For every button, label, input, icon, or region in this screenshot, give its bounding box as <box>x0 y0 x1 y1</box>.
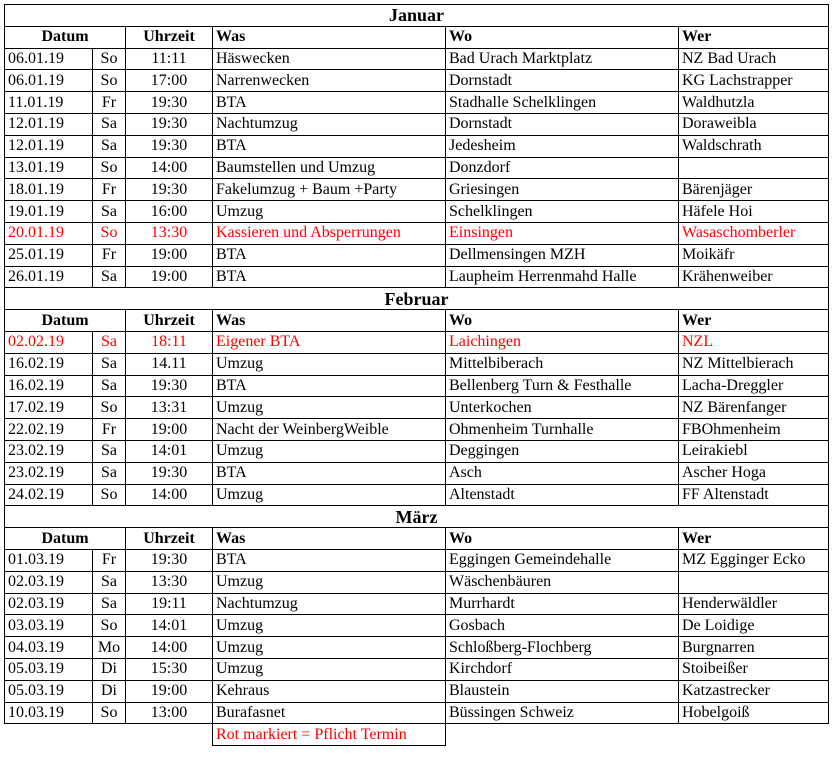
cell-wo: Donzdorf <box>446 157 679 179</box>
cell-date: 23.02.19 <box>5 462 93 484</box>
cell-day: So <box>93 484 126 506</box>
cell-date: 01.03.19 <box>5 549 93 571</box>
cell-wo: Gosbach <box>446 615 679 637</box>
cell-time: 14.11 <box>126 353 213 375</box>
table-row <box>5 353 829 375</box>
header-was: Was <box>213 528 446 550</box>
cell-wer: Waldhutzla <box>679 92 829 114</box>
cell-day: Sa <box>93 375 126 397</box>
cell-wo: Einsingen <box>446 222 679 244</box>
table-row <box>5 397 829 419</box>
cell-was: Fakelumzug + Baum +Party <box>213 179 446 201</box>
cell-time: 19:30 <box>126 375 213 397</box>
table-row <box>5 462 829 484</box>
cell-time: 19:00 <box>126 266 213 288</box>
cell-was: BTA <box>213 266 446 288</box>
cell-time: 19:11 <box>126 593 213 615</box>
cell-day: Fr <box>93 419 126 441</box>
cell-wer: Katzastrecker <box>679 680 829 702</box>
cell-wo: Schloßberg-Flochberg <box>446 637 679 659</box>
cell-date: 02.03.19 <box>5 593 93 615</box>
cell-day: Sa <box>93 353 126 375</box>
header-wo: Wo <box>446 528 679 550</box>
cell-wer <box>679 571 829 593</box>
cell-was: Kehraus <box>213 680 446 702</box>
table-row <box>5 658 829 680</box>
table-row <box>5 375 829 397</box>
cell-wer: Ascher Hoga <box>679 462 829 484</box>
cell-date: 03.03.19 <box>5 615 93 637</box>
cell-wer: Wasaschomberler <box>679 222 829 244</box>
cell-wo: Mittelbiberach <box>446 353 679 375</box>
cell-date: 13.01.19 <box>5 157 93 179</box>
cell-wo: Stadhalle Schelklingen <box>446 92 679 114</box>
cell-date: 11.01.19 <box>5 92 93 114</box>
header-datum: Datum <box>5 528 126 550</box>
cell-time: 11:11 <box>126 48 213 70</box>
cell-wer: Bärenjäger <box>679 179 829 201</box>
cell-wer: Burgnarren <box>679 637 829 659</box>
cell-day: Di <box>93 658 126 680</box>
cell-wer: De Loidige <box>679 615 829 637</box>
table-row <box>5 179 829 201</box>
cell-was: Burafasnet <box>213 702 446 724</box>
cell-was: Nacht der WeinbergWeible <box>213 419 446 441</box>
cell-wo: Dornstadt <box>446 70 679 92</box>
cell-time: 14:00 <box>126 157 213 179</box>
cell-date: 16.02.19 <box>5 375 93 397</box>
cell-wo: Laichingen <box>446 331 679 353</box>
cell-was: Umzug <box>213 658 446 680</box>
cell-time: 19:30 <box>126 92 213 114</box>
cell-wer: FF Altenstadt <box>679 484 829 506</box>
cell-was: Narrenwecken <box>213 70 446 92</box>
cell-time: 19:00 <box>126 419 213 441</box>
cell-was: Nachtumzug <box>213 593 446 615</box>
table-row <box>5 331 829 353</box>
cell-date: 02.03.19 <box>5 571 93 593</box>
table-row <box>5 244 829 266</box>
table-row <box>5 615 829 637</box>
column-header-row <box>5 26 829 48</box>
table-row <box>5 571 829 593</box>
cell-was: Umzug <box>213 484 446 506</box>
legend-row <box>5 724 829 746</box>
cell-time: 19:30 <box>126 135 213 157</box>
cell-time: 13:30 <box>126 222 213 244</box>
cell-date: 06.01.19 <box>5 48 93 70</box>
cell-wo: Griesingen <box>446 179 679 201</box>
header-uhrzeit: Uhrzeit <box>126 26 213 48</box>
cell-time: 15:30 <box>126 658 213 680</box>
cell-day: So <box>93 157 126 179</box>
header-wer: Wer <box>679 528 829 550</box>
cell-time: 19:30 <box>126 462 213 484</box>
cell-time: 17:00 <box>126 70 213 92</box>
cell-day: Sa <box>93 266 126 288</box>
cell-time: 14:00 <box>126 484 213 506</box>
cell-wer: Häfele Hoi <box>679 201 829 223</box>
table-row <box>5 70 829 92</box>
cell-day: Fr <box>93 244 126 266</box>
cell-date: 17.02.19 <box>5 397 93 419</box>
cell-wer: NZL <box>679 331 829 353</box>
month-title: Januar <box>5 5 829 27</box>
header-uhrzeit: Uhrzeit <box>126 310 213 332</box>
header-was: Was <box>213 310 446 332</box>
cell-wer: Moikäfr <box>679 244 829 266</box>
cell-time: 14:01 <box>126 440 213 462</box>
cell-wer: Hobelgoiß <box>679 702 829 724</box>
cell-day: Di <box>93 680 126 702</box>
cell-was: Umzug <box>213 615 446 637</box>
cell-wer: NZ Bad Urach <box>679 48 829 70</box>
table-row <box>5 637 829 659</box>
cell-time: 13:30 <box>126 571 213 593</box>
table-row <box>5 48 829 70</box>
cell-wo: Wäschenbäuren <box>446 571 679 593</box>
cell-date: 25.01.19 <box>5 244 93 266</box>
cell-date: 10.03.19 <box>5 702 93 724</box>
cell-day: Sa <box>93 201 126 223</box>
cell-date: 19.01.19 <box>5 201 93 223</box>
header-datum: Datum <box>5 310 126 332</box>
cell-wer: Lacha-Dreggler <box>679 375 829 397</box>
table-row <box>5 702 829 724</box>
header-was: Was <box>213 26 446 48</box>
table-row <box>5 92 829 114</box>
cell-date: 23.02.19 <box>5 440 93 462</box>
cell-day: Sa <box>93 331 126 353</box>
cell-day: So <box>93 702 126 724</box>
cell-was: Nachtumzug <box>213 113 446 135</box>
cell-date: 26.01.19 <box>5 266 93 288</box>
cell-date: 24.02.19 <box>5 484 93 506</box>
month-title: Februar <box>5 288 829 310</box>
cell-was: BTA <box>213 135 446 157</box>
cell-day: Sa <box>93 113 126 135</box>
month-heading-row <box>5 5 829 27</box>
month-title: März <box>5 506 829 528</box>
cell-time: 19:30 <box>126 549 213 571</box>
table-row <box>5 593 829 615</box>
cell-was: Umzug <box>213 571 446 593</box>
cell-day: Sa <box>93 571 126 593</box>
schedule-table <box>4 4 829 746</box>
cell-wo: Ohmenheim Turnhalle <box>446 419 679 441</box>
cell-wo: Dellmensingen MZH <box>446 244 679 266</box>
cell-was: BTA <box>213 375 446 397</box>
cell-was: Eigener BTA <box>213 331 446 353</box>
cell-date: 16.02.19 <box>5 353 93 375</box>
cell-was: Häswecken <box>213 48 446 70</box>
cell-time: 13:00 <box>126 702 213 724</box>
cell-wo: Jedesheim <box>446 135 679 157</box>
cell-day: So <box>93 70 126 92</box>
cell-wer: MZ Egginger Ecko <box>679 549 829 571</box>
cell-day: So <box>93 48 126 70</box>
cell-day: So <box>93 397 126 419</box>
cell-wer: Krähenweiber <box>679 266 829 288</box>
cell-was: BTA <box>213 92 446 114</box>
cell-time: 19:30 <box>126 179 213 201</box>
cell-wer: NZ Bärenfanger <box>679 397 829 419</box>
cell-wer: NZ Mittelbierach <box>679 353 829 375</box>
cell-day: Sa <box>93 593 126 615</box>
cell-was: BTA <box>213 244 446 266</box>
column-header-row <box>5 528 829 550</box>
cell-day: Mo <box>93 637 126 659</box>
cell-time: 14:00 <box>126 637 213 659</box>
cell-wer: Stoibeißer <box>679 658 829 680</box>
cell-was: Baumstellen und Umzug <box>213 157 446 179</box>
cell-was: BTA <box>213 549 446 571</box>
cell-wo: Büssingen Schweiz <box>446 702 679 724</box>
legend-text: Rot markiert = Pflicht Termin <box>213 724 446 746</box>
header-wo: Wo <box>446 26 679 48</box>
cell-date: 12.01.19 <box>5 113 93 135</box>
header-uhrzeit: Uhrzeit <box>126 528 213 550</box>
table-row <box>5 113 829 135</box>
cell-wo: Murrhardt <box>446 593 679 615</box>
header-wer: Wer <box>679 26 829 48</box>
cell-day: Sa <box>93 135 126 157</box>
table-row <box>5 680 829 702</box>
cell-date: 05.03.19 <box>5 680 93 702</box>
table-row <box>5 484 829 506</box>
cell-date: 02.02.19 <box>5 331 93 353</box>
cell-wo: Laupheim Herrenmahd Halle <box>446 266 679 288</box>
cell-wer <box>679 157 829 179</box>
table-row <box>5 549 829 571</box>
table-row <box>5 135 829 157</box>
header-wo: Wo <box>446 310 679 332</box>
cell-was: Umzug <box>213 353 446 375</box>
cell-wo: Blaustein <box>446 680 679 702</box>
table-row <box>5 440 829 462</box>
cell-time: 19:30 <box>126 113 213 135</box>
table-row <box>5 222 829 244</box>
cell-wo: Kirchdorf <box>446 658 679 680</box>
month-heading-row <box>5 288 829 310</box>
table-row <box>5 201 829 223</box>
cell-was: BTA <box>213 462 446 484</box>
cell-wer: KG Lachstrapper <box>679 70 829 92</box>
cell-was: Umzug <box>213 201 446 223</box>
cell-time: 13:31 <box>126 397 213 419</box>
cell-wer: FBOhmenheim <box>679 419 829 441</box>
schedule-body <box>5 5 829 746</box>
cell-time: 14:01 <box>126 615 213 637</box>
cell-wo: Bellenberg Turn & Festhalle <box>446 375 679 397</box>
cell-was: Umzug <box>213 397 446 419</box>
cell-wo: Eggingen Gemeindehalle <box>446 549 679 571</box>
cell-wo: Bad Urach Marktplatz <box>446 48 679 70</box>
cell-wer: Waldschrath <box>679 135 829 157</box>
cell-wo: Dornstadt <box>446 113 679 135</box>
cell-was: Kassieren und Absperrungen <box>213 222 446 244</box>
cell-time: 16:00 <box>126 201 213 223</box>
cell-was: Umzug <box>213 637 446 659</box>
cell-day: Sa <box>93 462 126 484</box>
cell-day: Fr <box>93 92 126 114</box>
cell-wo: Schelklingen <box>446 201 679 223</box>
cell-date: 12.01.19 <box>5 135 93 157</box>
cell-date: 06.01.19 <box>5 70 93 92</box>
cell-date: 04.03.19 <box>5 637 93 659</box>
cell-wer: Doraweibla <box>679 113 829 135</box>
cell-day: So <box>93 615 126 637</box>
cell-date: 22.02.19 <box>5 419 93 441</box>
cell-date: 20.01.19 <box>5 222 93 244</box>
cell-wer: Leirakiebl <box>679 440 829 462</box>
table-row <box>5 419 829 441</box>
cell-day: Sa <box>93 440 126 462</box>
cell-wer: Henderwäldler <box>679 593 829 615</box>
column-header-row <box>5 310 829 332</box>
cell-was: Umzug <box>213 440 446 462</box>
table-row <box>5 266 829 288</box>
cell-day: Fr <box>93 549 126 571</box>
cell-time: 19:00 <box>126 244 213 266</box>
cell-date: 05.03.19 <box>5 658 93 680</box>
cell-day: Fr <box>93 179 126 201</box>
table-row <box>5 157 829 179</box>
header-datum: Datum <box>5 26 126 48</box>
month-heading-row <box>5 506 829 528</box>
cell-time: 19:00 <box>126 680 213 702</box>
cell-date: 18.01.19 <box>5 179 93 201</box>
cell-wo: Asch <box>446 462 679 484</box>
cell-day: So <box>93 222 126 244</box>
cell-wo: Altenstadt <box>446 484 679 506</box>
cell-wo: Unterkochen <box>446 397 679 419</box>
cell-time: 18:11 <box>126 331 213 353</box>
cell-wo: Deggingen <box>446 440 679 462</box>
header-wer: Wer <box>679 310 829 332</box>
